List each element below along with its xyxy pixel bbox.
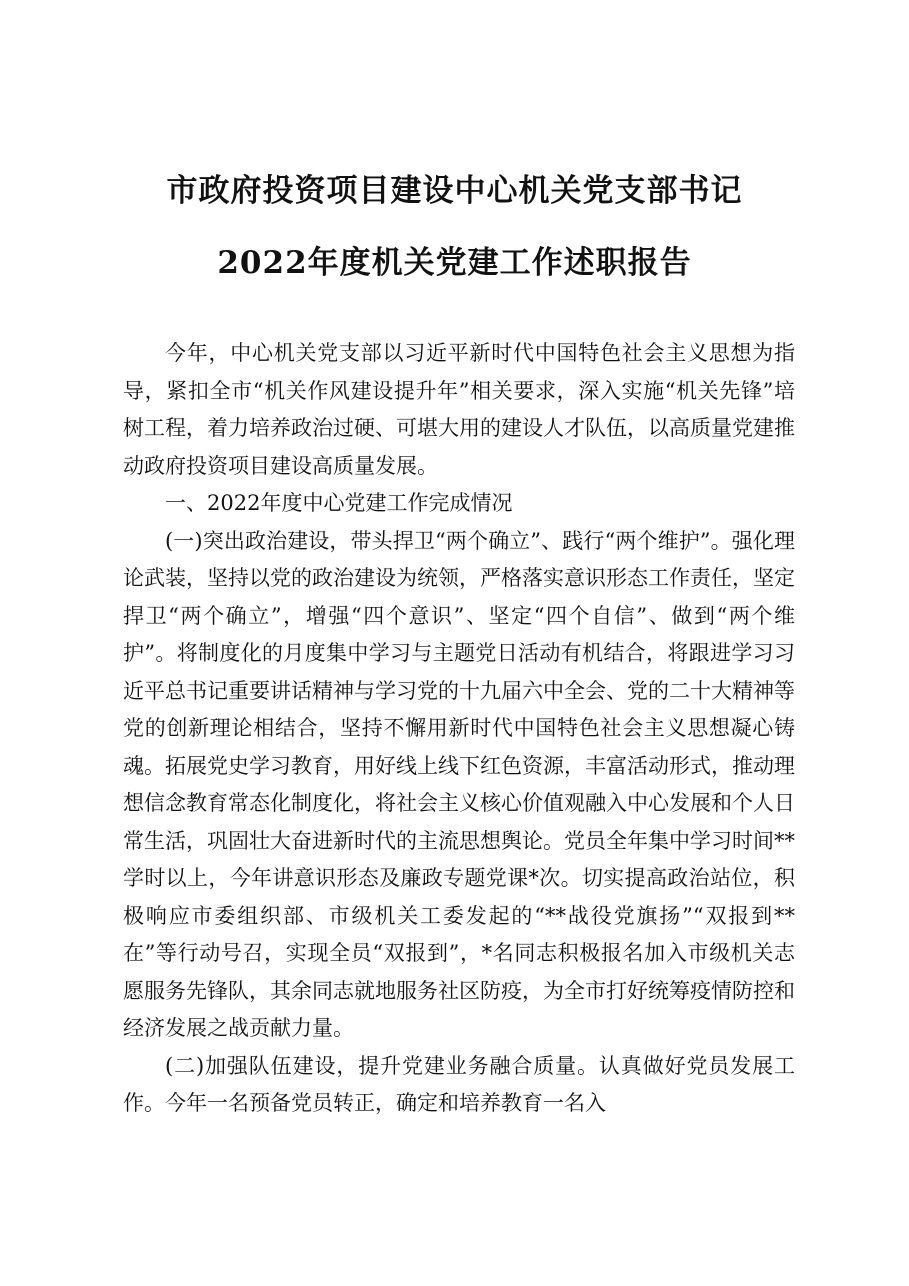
document-title [0, 155, 909, 299]
title-line-2: 2022年度机关党建工作述职报告 [217, 245, 692, 281]
subsection-1-paragraph: (一)突出政治建设，带头捍卫“两个确立”、践行“两个维护”。强化理论武装，坚持以党的政治建设为统领，严格落实意识形态工作责任，坚定捍卫“两个确立”，增强“四个意识”、坚定“四个自信”、做到“两个维护”。将制度化的月度集中学习与主题党日活动有机结合，将跟进学习习近平总书记重要讲话精神与学习党的十九届六中全会、党的二十大精神等党的创新理论相结合，坚持不懈用新时代中国特色社会主义思想凝心铸魂。拓展党史学习教育，用好线上线下红色资源，丰富活动形式，推动理想信念教育常态化制度化，将社会主义核心价值观融入中心发展和个人日常生活，巩固壮大奋进新时代的主流思想舆论。党员全年集中学习时间**学时以上，今年讲意识形态及廉政专题党课*次。切实提高政治站位，积极响应市委组织部、市级机关工委发起的“**战役党旗扬”“双报到**在”等行动号召，实现全员“双报到”，*名同志积极报名加入市级机关志愿服务先锋队，其余同志就地服务社区防疫，为全市打好统筹疫情防控和经济发展之战贡献力量。 [123, 528, 795, 1040]
document-body [123, 335, 795, 1123]
subsection-2-paragraph: (二)加强队伍建设，提升党建业务融合质量。认真做好党员发展工作。今年一名预备党员转正，确定和培养教育一名入 [123, 1053, 795, 1115]
title-line-1: 市政府投资项目建设中心机关党支部书记 [166, 173, 743, 209]
intro-paragraph: 今年，中心机关党支部以习近平新时代中国特色社会主义思想为指导，紧扣全市“机关作风建设提升年”相关要求，深入实施“机关先锋”培树工程，着力培养政治过硬、可堪大用的建设人才队伍，以高质量党建推动政府投资项目建设高质量发展。 [123, 341, 795, 478]
section-heading: 一、2022年度中心党建工作完成情况 [165, 491, 513, 515]
